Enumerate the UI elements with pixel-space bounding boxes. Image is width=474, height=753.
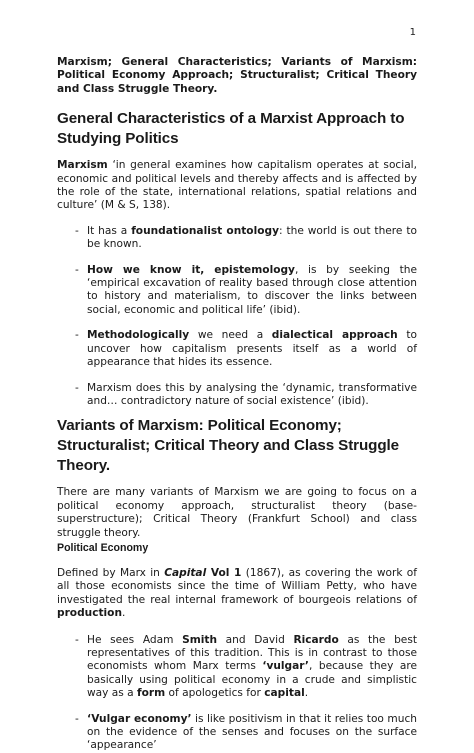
subheading-political-economy: Political Economy — [57, 541, 149, 554]
list-item: - ‘Vulgar economy’ is like positivism in that it relies too much on the evidence of the senses and focuses on the surface ‘appearance’ — [75, 712, 417, 752]
variants-paragraph: There are many variants of Marxism we are going to focus on a political economy approach, structuralist theory (base-superstructure); Critical Theory (Frankfurt School) and class struggle theory. — [57, 486, 417, 539]
list-item: - Methodologically we need a dialectical approach to uncover how capitalism presents itself as a world of appearance that hides its essence. — [75, 329, 417, 369]
list-item: - How we know it, epistemology, is by seeking the ‘empirical excavation of reality based through close attention to history and materialism, to discover the links between social, economic and political life’ (ibid). — [75, 263, 417, 316]
marxism-definition-paragraph: Marxism ‘in general examines how capitalism operates at social, economic and political levels and thereby affects and is affected by the role of the state, international relations, spatial relations and culture’ (M & S, 138). — [57, 159, 417, 212]
political-economy-list — [57, 634, 417, 753]
page-number: 1 — [409, 27, 416, 38]
characteristics-list — [57, 225, 417, 408]
political-economy-definition: Defined by Marx in Capital Vol 1 (1867), as covering the work of all those economists since the time of William Petty, who have investigated the real internal framework of bourgeois relations of production. — [57, 566, 417, 620]
list-item: - It has a foundationalist ontology: the world is out there to be known. — [75, 224, 417, 251]
page-content — [57, 56, 417, 753]
section-title-variants: Variants of Marxism: Political Economy; Structuralist; Critical Theory and Class Struggle Theory. — [57, 417, 399, 475]
section-title-general-characteristics: General Characteristics of a Marxist Approach to Studying Politics — [57, 110, 405, 148]
intro-heading: Marxism; General Characteristics; Variants of Marxism: Political Economy Approach; Structuralist; Critical Theory and Class Struggle Theory. — [57, 56, 417, 95]
marxism-term: Marxism — [57, 159, 108, 172]
list-item: - Marxism does this by analysing the ‘dynamic, transformative and… contradictory nature of social existence’ (ibid). — [75, 381, 417, 407]
list-item: - He sees Adam Smith and David Ricardo as the best representatives of this tradition. This is in contrast to those economists whom Marx terms ‘vulgar’, because they are basically using political economy in a crude and simplistic way as a form of apologetics for capital. — [75, 633, 418, 700]
